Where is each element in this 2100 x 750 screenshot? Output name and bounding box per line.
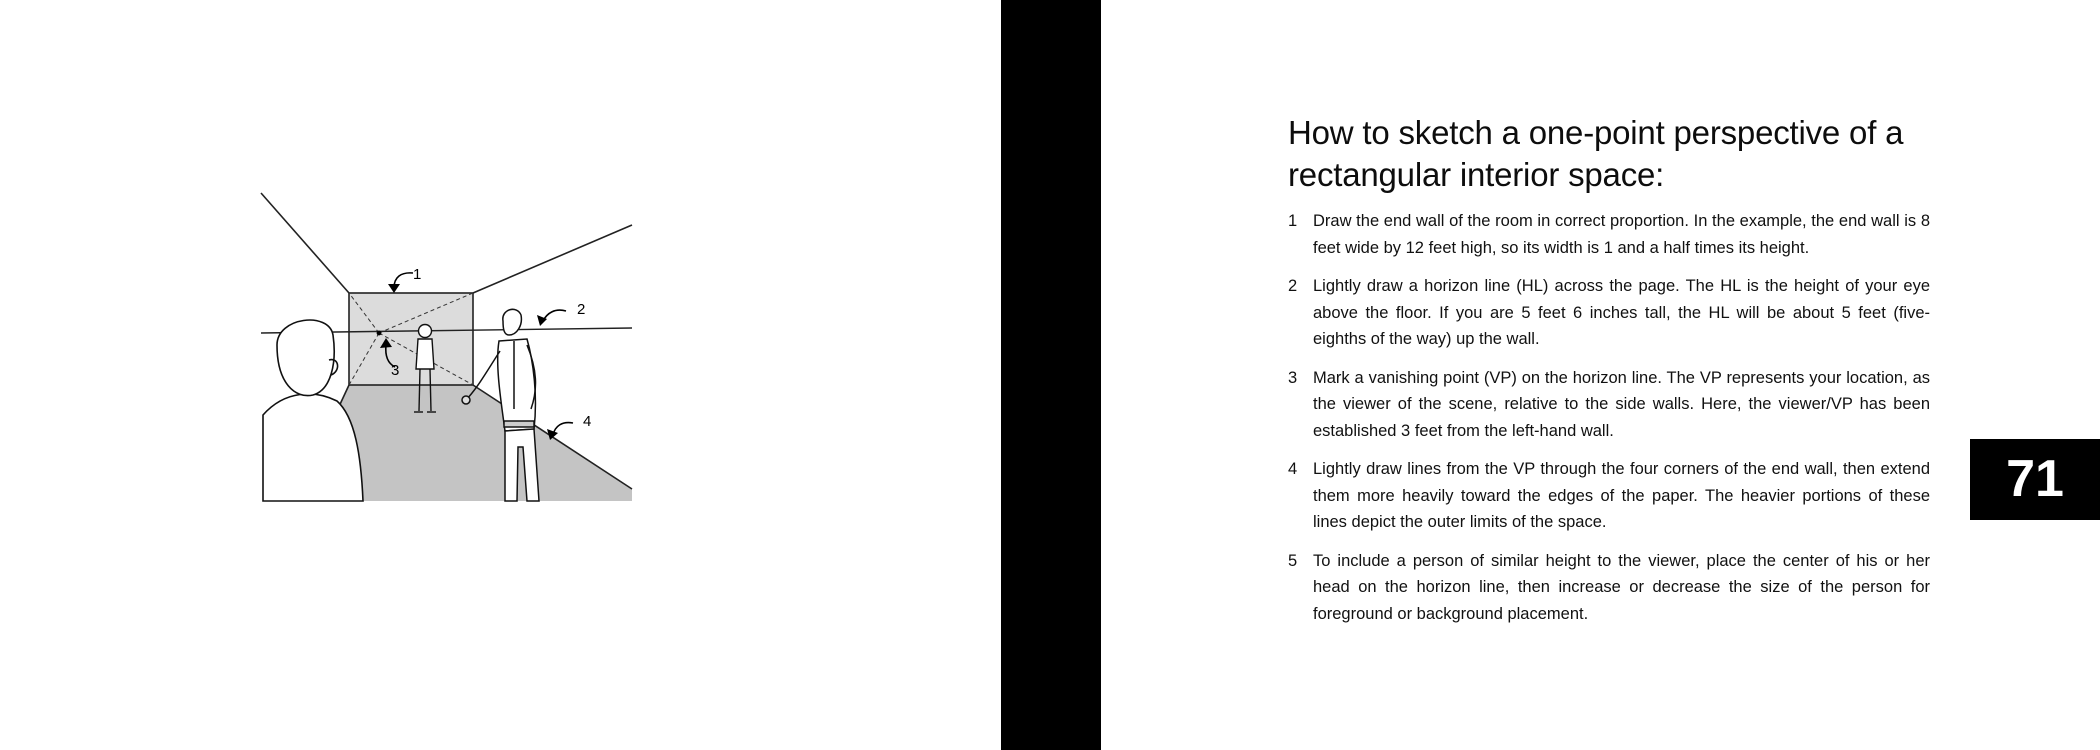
step-item: [1288, 365, 1930, 445]
step-text: To include a person of similar height to the viewer, place the center of his or her head on the horizon line, then increase or decrease the size of the person for foreground or background placement.: [1313, 551, 1930, 623]
ceiling-line-left: [261, 193, 349, 293]
perspective-sketch: [255, 185, 640, 505]
end-wall: [349, 293, 473, 385]
step-number: 3: [1288, 368, 1298, 387]
step-text: Draw the end wall of the room in correct proportion. In the example, the end wall is 8 feet wide by 12 feet high, so its width is 1 and a half times its height.: [1313, 212, 1930, 257]
step-number: 4: [1288, 460, 1298, 478]
ceiling-line-right: [473, 225, 632, 293]
step-number: 5: [1288, 551, 1298, 570]
callout-4: 4: [583, 413, 592, 430]
step-item: [1288, 208, 1930, 261]
step-item: [1288, 548, 1930, 628]
step-text: Lightly draw a horizon line (HL) across the page. The HL is the height of your eye above the floor. If you are 5 feet 6 inches tall, the HL will be about 5 feet (five-eighths of the way) up the wall.: [1313, 277, 1930, 348]
step-item: [1288, 456, 1930, 536]
page-title: How to sketch a one-point perspective of a rectangular interior space:: [1288, 114, 1904, 193]
left-page: [0, 0, 1001, 750]
callout-3: 3: [391, 362, 400, 379]
step-number: 2: [1288, 277, 1298, 295]
callout-2: 2: [577, 301, 586, 318]
step-text: Lightly draw lines from the VP through the four corners of the end wall, then extend them more heavily toward the edges of the paper. The heavier portions of these lines depict the outer limits of the space.: [1313, 460, 1930, 531]
step-number: 1: [1288, 212, 1298, 230]
vanishing-point: [377, 331, 382, 336]
perspective-illustration: [255, 185, 640, 505]
callout-1: 1: [413, 266, 422, 283]
steps-list: [1288, 208, 1930, 639]
step-text: Mark a vanishing point (VP) on the horizon line. The VP represents your location, as the viewer of the scene, relative to the side walls. Here, the viewer/VP has been established 3 feet from the left-hand wall.: [1313, 368, 1930, 440]
step-item: [1288, 273, 1930, 353]
book-spine-gutter: [1001, 0, 1101, 750]
page-number-tab: 71: [1970, 439, 2100, 520]
